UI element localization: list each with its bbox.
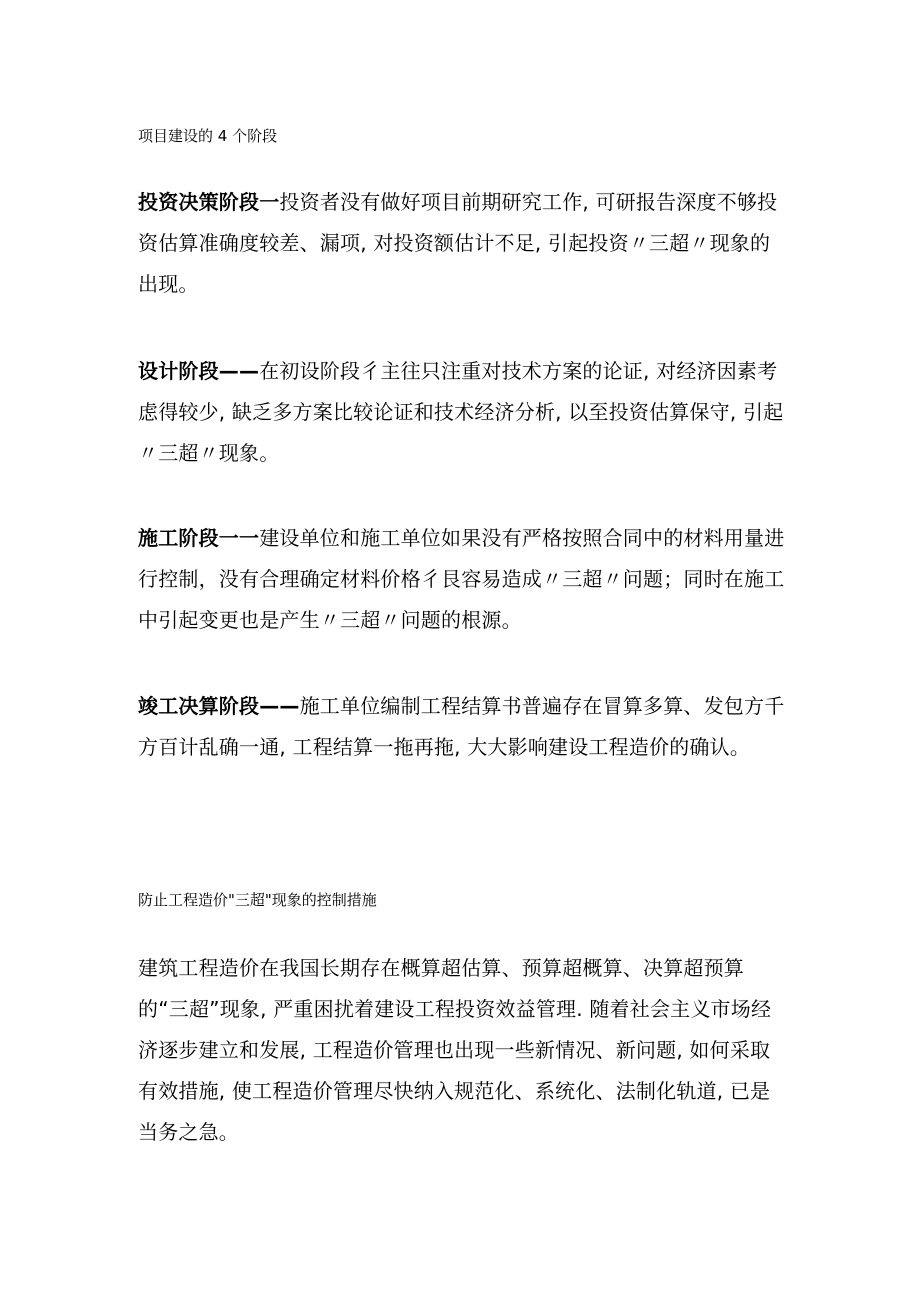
stage-title: 竣工决算阶段—— — [138, 694, 300, 718]
stage-paragraph-design — [138, 351, 788, 474]
stage-title: 施工阶段一一 — [138, 526, 260, 550]
stage-paragraph-final-accounts — [138, 686, 788, 768]
stage-paragraph-investment-decision — [138, 182, 788, 305]
section-heading-control-measures: 防止工程造价"三超"现象的控制措施 — [138, 891, 377, 909]
section-heading-stages: 项目建设的 4 个阶段 — [138, 127, 278, 145]
stage-paragraph-construction — [138, 518, 788, 641]
stage-text: 投资者没有做好项目前期研究工作, 可研报告深度不够投资估算准确度较差、漏项, 对投资额估计不足, 引起投资〃三超〃现象的出现。 — [138, 190, 778, 296]
stage-text: 施工单位编制工程结算书普遍存在冒算多算、发包方千方百计乱确一通, 工程结算一拖再拖, 大大影响建设工程造价的确认。 — [138, 694, 785, 759]
stage-title: 设计阶段—— — [138, 359, 260, 383]
stage-title: 投资决策阶段一 — [138, 190, 280, 214]
control-measures-paragraph: 建筑工程造价在我国长期存在概算超估算、预算超概算、决算超预算的“三超”现象, 严重困扰着建设工程投资效益管理. 随着社会主义市场经济逐步建立和发展, 工程造价管理也出现一些新情况、新问题, 如何采取有效措施, 使工程造价管理尽快纳入规范化、系统化、法制化轨道, 已是当务之急。 — [138, 956, 772, 1144]
stage-text: 建设单位和施工单位如果没有严格按照合同中的材料用量进行控制，没有合理确定材料价格彳艮容易造成〃三超〃问题；同时在施工中引起变更也是产生〃三超〃问题的根源。 — [138, 526, 785, 632]
stage-text: 在初设阶段彳主往只注重对技术方案的论证, 对经济因素考虑得较少, 缺乏多方案比较论证和技术经济分析, 以至投资估算保守, 引起〃三超〃现象。 — [138, 359, 784, 465]
